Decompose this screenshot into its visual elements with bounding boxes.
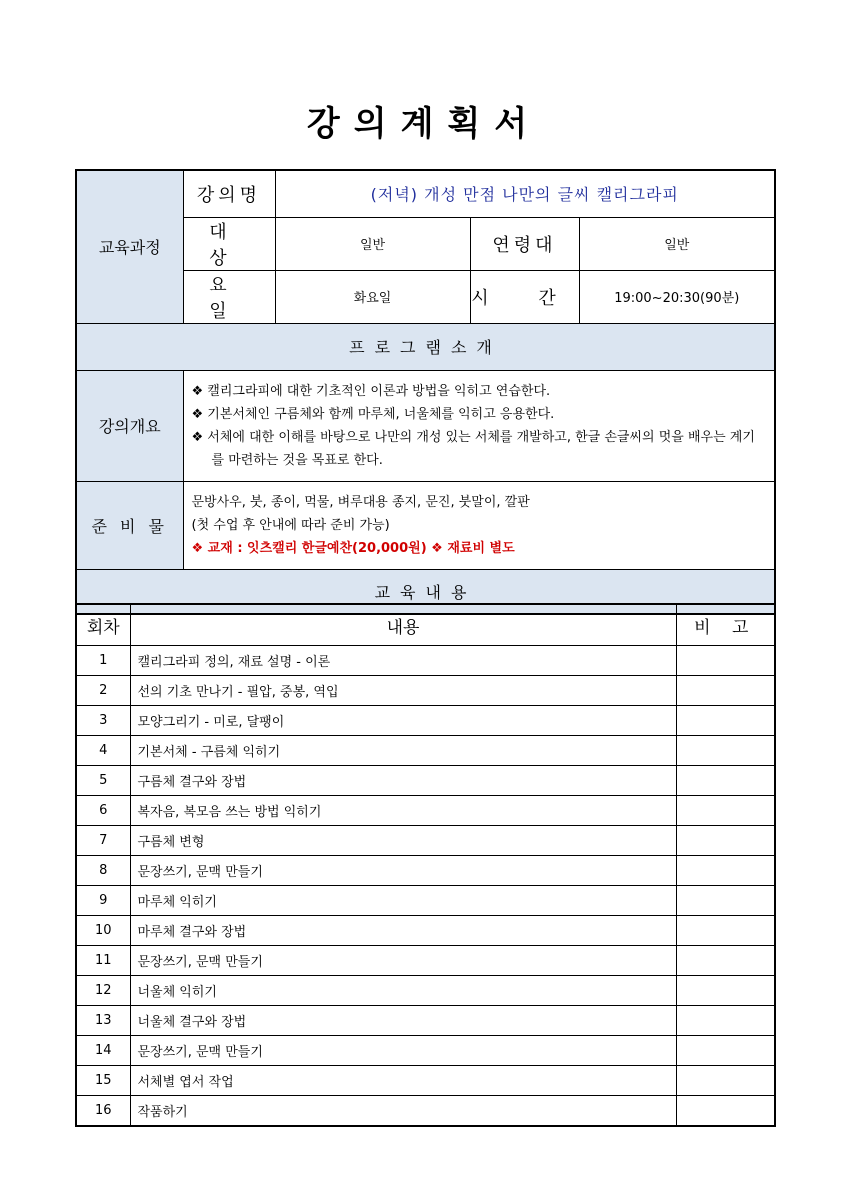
table-row [76,916,775,946]
time-label: 시 간 [470,270,579,323]
session-content: 구름체 변형 [130,826,676,856]
table-row [76,1066,775,1096]
table-row [76,1096,775,1127]
category-label: 교육과정 [76,170,183,323]
session-note [676,916,775,946]
session-content: 마루체 결구와 장법 [130,916,676,946]
session-number: 2 [76,676,130,706]
table-row [76,826,775,856]
session-note [676,856,775,886]
session-note [676,886,775,916]
page-title: 강의계획서 [306,104,542,144]
session-number: 1 [76,646,130,676]
column-header-content: 내용 [130,604,676,646]
table-row [76,706,775,736]
materials-line: (첫 수업 후 안내에 따라 준비 가능) [191,517,390,533]
session-note [676,736,775,766]
column-header-note: 비 고 [676,604,775,646]
session-note [676,1036,775,1066]
session-content: 작품하기 [130,1096,676,1127]
overview-item: ❖ 서체에 대한 이해를 바탕으로 나만의 개성 있는 서체를 개발하고, 한글 손글씨의 멋을 배우는 계기를 마련하는 것을 목표로 한다. [191,429,755,468]
materials-label: 준 비 물 [76,481,183,569]
session-number: 15 [76,1066,130,1096]
age-value: 일반 [579,217,775,270]
column-header-session: 회차 [76,604,130,646]
target-label: 대 상 [183,217,275,270]
table-row [76,766,775,796]
time-value: 19:00~20:30(90분) [579,270,775,323]
table-row [76,886,775,916]
session-content: 서체별 엽서 작업 [130,1066,676,1096]
age-label: 연령대 [470,217,579,270]
session-number: 14 [76,1036,130,1066]
course-name-value: (저녁) 개성 만점 나만의 글씨 캘리그라피 [275,170,775,217]
session-content: 기본서체 - 구름체 익히기 [130,736,676,766]
session-number: 7 [76,826,130,856]
target-value: 일반 [275,217,470,270]
table-row [76,856,775,886]
overview-item: ❖ 기본서체인 구름체와 함께 마루체, 너울체를 익히고 응용한다. [191,406,555,422]
session-note [676,676,775,706]
overview-label: 강의개요 [76,370,183,481]
session-note [676,796,775,826]
materials-note: ❖ 교재 : 잇츠캘리 한글예찬(20,000원) ❖ 재료비 별도 [191,540,515,556]
table-row [76,1036,775,1066]
session-content: 문장쓰기, 문맥 만들기 [130,856,676,886]
session-content: 선의 기초 만나기 - 필압, 중봉, 역입 [130,676,676,706]
materials-line: 문방사우, 붓, 종이, 먹물, 벼루대용 종지, 문진, 붓말이, 깔판 [191,494,530,510]
table-row [76,796,775,826]
session-note [676,1006,775,1036]
day-label: 요 일 [183,270,275,323]
session-number: 13 [76,1006,130,1036]
table-row [76,976,775,1006]
session-content: 복자음, 복모음 쓰는 방법 익히기 [130,796,676,826]
day-value: 화요일 [275,270,470,323]
session-number: 5 [76,766,130,796]
session-number: 9 [76,886,130,916]
curriculum-section-title: 교육내용 [76,569,775,614]
table-row [76,946,775,976]
program-section-title: 프로그램소개 [76,323,775,370]
session-number: 16 [76,1096,130,1127]
session-content: 모양그리기 - 미로, 달팽이 [130,706,676,736]
session-number: 12 [76,976,130,1006]
course-info-table [75,169,776,615]
table-row [76,1006,775,1036]
session-note [676,646,775,676]
session-number: 10 [76,916,130,946]
session-number: 8 [76,856,130,886]
overview-list [183,370,775,481]
materials-cell [183,481,775,569]
curriculum-table [75,603,776,1127]
course-name-label: 강의명 [183,170,275,217]
overview-item: ❖ 캘리그라피에 대한 기초적인 이론과 방법을 익히고 연습한다. [191,383,551,399]
session-number: 11 [76,946,130,976]
session-note [676,976,775,1006]
session-content: 너울체 익히기 [130,976,676,1006]
session-content: 캘리그라피 정의, 재료 설명 - 이론 [130,646,676,676]
table-row [76,676,775,706]
table-row [76,736,775,766]
session-note [676,1096,775,1127]
session-content: 마루체 익히기 [130,886,676,916]
session-content: 문장쓰기, 문맥 만들기 [130,946,676,976]
session-note [676,946,775,976]
session-number: 4 [76,736,130,766]
session-content: 구름체 결구와 장법 [130,766,676,796]
session-note [676,826,775,856]
session-note [676,706,775,736]
session-note [676,766,775,796]
session-content: 문장쓰기, 문맥 만들기 [130,1036,676,1066]
session-content: 너울체 결구와 장법 [130,1006,676,1036]
session-number: 3 [76,706,130,736]
session-number: 6 [76,796,130,826]
table-row [76,646,775,676]
session-note [676,1066,775,1096]
